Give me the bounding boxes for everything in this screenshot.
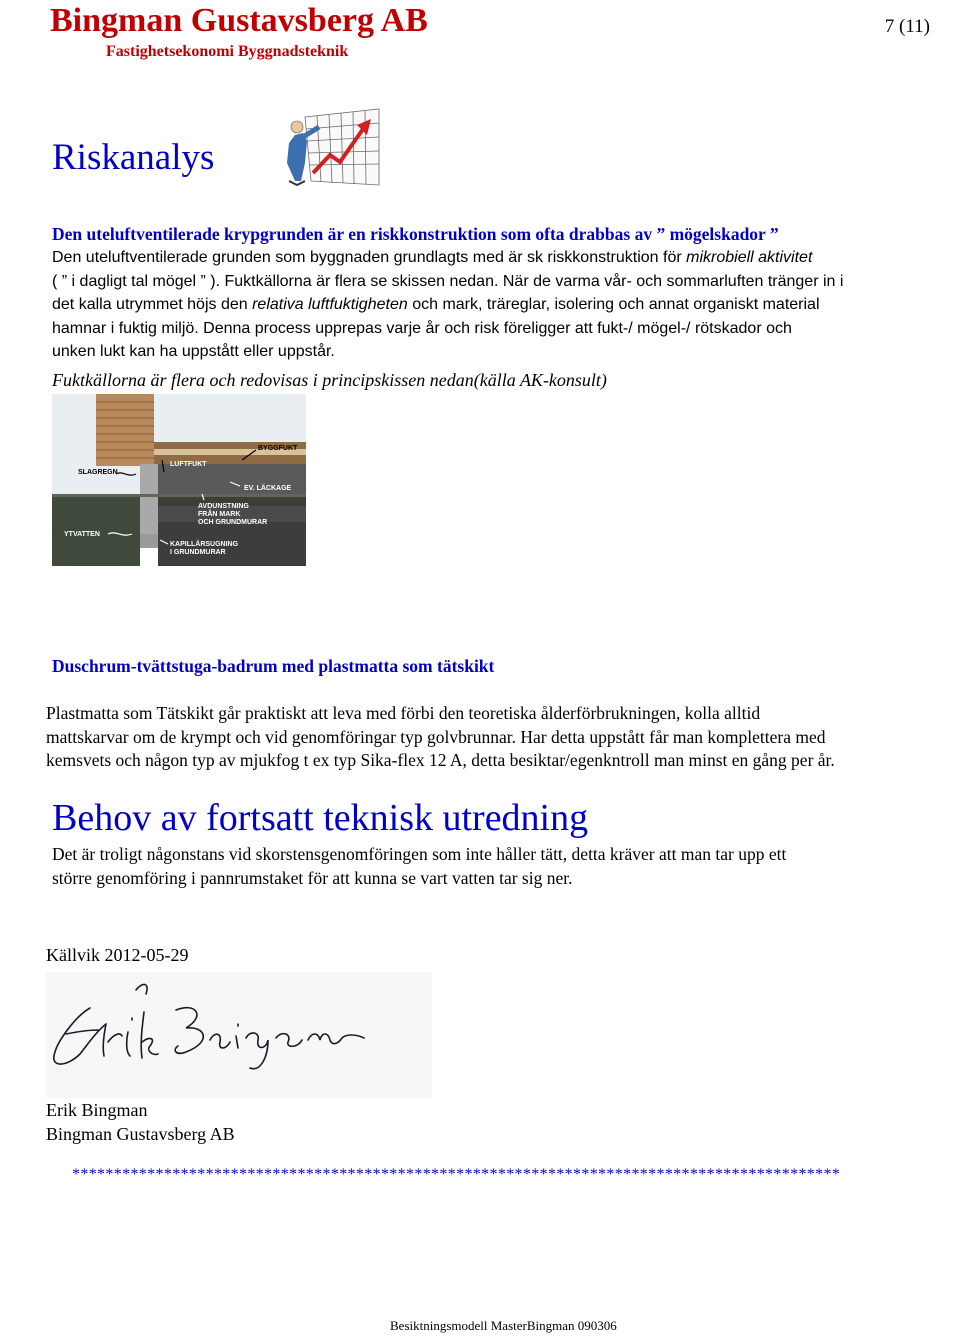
risk-paragraph-line: Den uteluftventilerade grunden som byggnaden grundlagts med är sk riskkonstruktion för mikrobiell aktivitet [52,249,813,266]
signer-company: Bingman Gustavsberg AB [46,1124,235,1144]
dusch-paragraph-line: kemsvets och någon typ av mjukfog t ex typ Sika-flex 12 A, detta besiktar/egenkntroll man minst en gång per år. [46,750,835,770]
diagram-label-ytvatten: YTVATTEN [64,531,100,538]
risk-paragraph-line: hamnar i fuktig miljö. Denna process upprepas varje år och risk föreligger att fukt-/ mögel-/ rötskador och [52,319,792,337]
dusch-paragraph-line: Plastmatta som Tätskikt går praktiskt att leva med förbi den teoretiska ålderförbrukningen, kolla alltid [46,703,761,723]
risk-paragraph [52,246,952,364]
handwritten-signature [46,972,432,1098]
dusch-paragraph [46,702,835,773]
footer-text: Besiktningsmodell MasterBingman 090306 [390,1318,617,1333]
diagram-label-avdunstning-3: OCH GRUNDMURAR [198,519,268,526]
company-subtitle: Fastighetsekonomi Byggnadsteknik [106,43,349,60]
section-title-behov: Behov av fortsatt teknisk utredning [52,797,589,839]
separator-stars: ******************************************************************************************** [72,1166,841,1183]
risk-paragraph-line: ( ” i dagligt tal mögel ” ). Fuktkällorna är flera se skissen nedan. När de varma vår- och sommarluften tränger in i [52,272,844,290]
company-name: Bingman Gustavsberg AB [50,2,428,39]
section-title-riskanalys: Riskanalys [52,137,215,178]
diagram-label-kapillar-1: KAPILLÄRSUGNING [170,541,239,548]
behov-paragraph [52,843,786,890]
risk-heading: Den uteluftventilerade krypgrunden är en riskkonstruktion som ofta drabbas av ” mögelskador ” [52,224,779,244]
moisture-sources-diagram [52,394,306,566]
dusch-paragraph-line: mattskarvar om de krympt och vid genomföringar typ golvbrunnar. Har detta uppstått får man komplettera med [46,726,826,747]
risk-paragraph-line: unken lukt kan ha uppstått eller uppstår. [52,343,335,360]
diagram-label-lackage: EV. LÄCKAGE [244,485,292,492]
signer-name: Erik Bingman [46,1100,148,1120]
behov-paragraph-line: Det är troligt någonstans vid skorstensgenomföringen som inte håller tätt, detta kräver att man tar upp ett [52,844,787,864]
signature-block [46,1098,235,1146]
diagram-label-avdunstning-2: FRÅN MARK [198,511,241,518]
risk-paragraph-line: det kalla utrymmet höjs den relativa luftfuktigheten och mark, träreglar, isolering och annat organiskt material [52,296,820,313]
page-number: 7 (11) [884,16,930,37]
diagram-label-avdunstning-1: AVDUNSTNING [198,503,249,510]
place-date: Källvik 2012-05-29 [46,945,189,965]
diagram-label-byggfukt: BYGGFUKT [258,445,298,452]
diagram-label-kapillar-2: I GRUNDMURAR [170,549,226,556]
diagram-label-luftfukt: LUFTFUKT [170,461,207,468]
diagram-label-slagregn: SLAGREGN [78,469,118,476]
diagram-caption: Fuktkällorna är flera och redovisas i principskissen nedan(källa AK-konsult) [52,370,607,390]
behov-paragraph-line: större genomföring i pannrumstaket för att kunna se vart vatten tar sig ner. [52,867,573,888]
dusch-heading: Duschrum-tvättstuga-badrum med plastmatta som tätskikt [52,656,495,676]
businessman-rising-chart-icon [275,107,385,187]
